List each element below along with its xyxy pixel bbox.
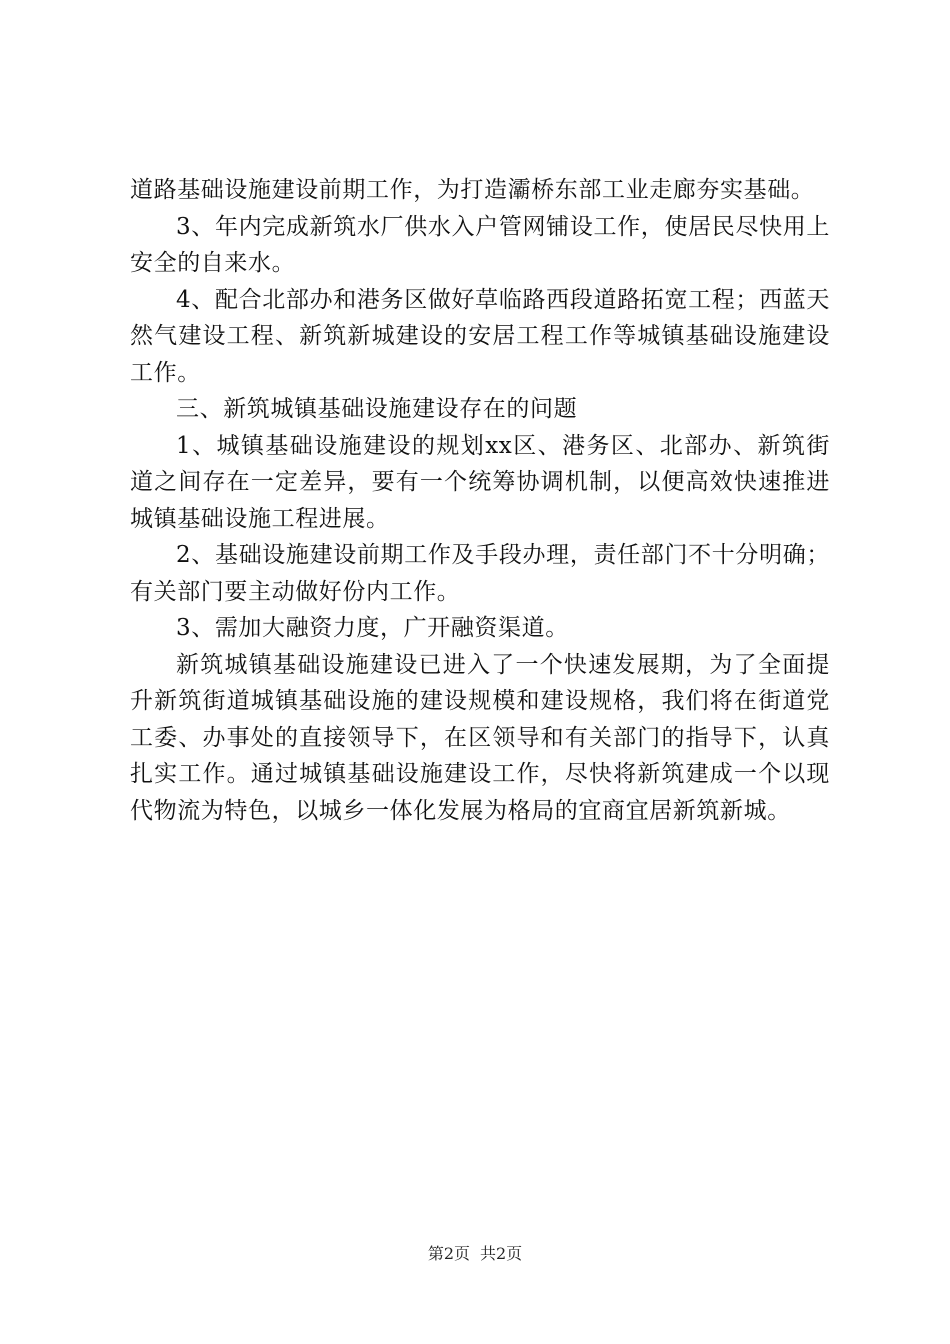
paragraph-8: 新筑城镇基础设施建设已进入了一个快速发展期，为了全面提升新筑街道城镇基础设施的建设规模和建设规格，我们将在街道党工委、办事处的直接领导下，在区领导和有关部门的指导下，认真扎实工作。通过城镇基础设施建设工作，尽快将新筑建成一个以现代物流为特色，以城乡一体化发展为格局的宜商宜居新筑新城。 <box>130 651 830 824</box>
page-total: 共2页 <box>480 1244 523 1263</box>
page-number: 第2页 <box>427 1244 470 1263</box>
paragraph-5: 1、城镇基础设施建设的规划xx区、港务区、北部办、新筑街道之间存在一定差异，要有一个统筹协调机制，以便高效快速推进城镇基础设施工程进展。 <box>130 432 830 532</box>
paragraph-1: 道路基础设施建设前期工作，为打造灞桥东部工业走廊夯实基础。 <box>130 177 815 203</box>
paragraph-7: 3、需加大融资力度，广开融资渠道。 <box>176 615 569 641</box>
page-footer <box>0 1243 950 1265</box>
document-body <box>130 172 830 829</box>
paragraph-2: 3、年内完成新筑水厂供水入户管网铺设工作，使居民尽快用上安全的自来水。 <box>130 213 830 276</box>
section-heading: 三、新筑城镇基础设施建设存在的问题 <box>176 396 578 422</box>
paragraph-6: 2、基础设施建设前期工作及手段办理，责任部门不十分明确；有关部门要主动做好份内工作。 <box>130 542 830 605</box>
paragraph-3: 4、配合北部办和港务区做好草临路西段道路拓宽工程；西蓝天然气建设工程、新筑新城建设的安居工程工作等城镇基础设施建设工作。 <box>130 286 830 386</box>
